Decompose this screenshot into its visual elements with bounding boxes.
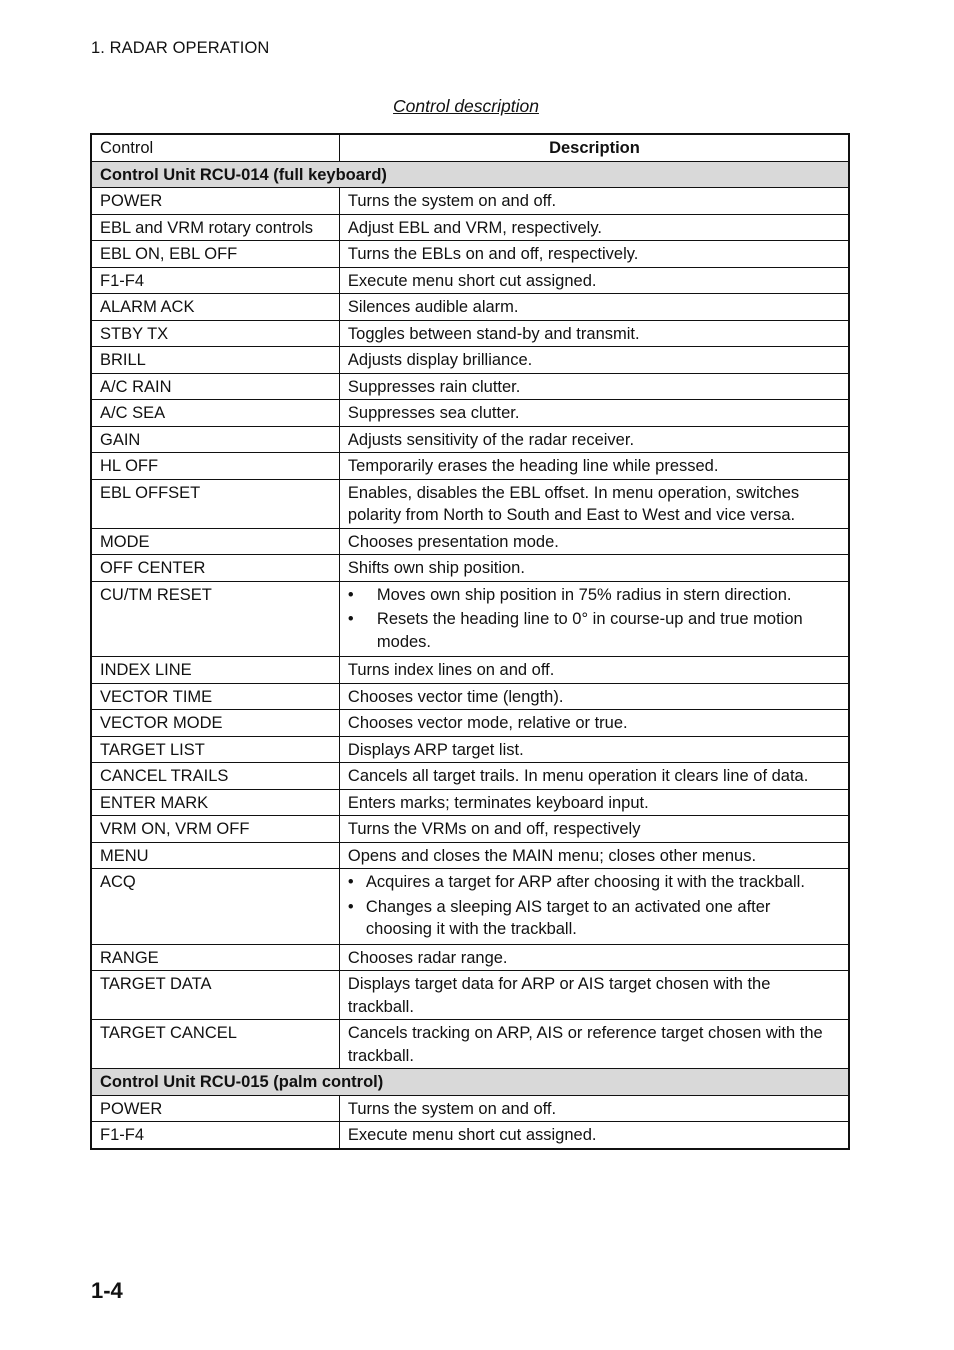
control-name-cell: A/C SEA [91,400,339,427]
description-cell: Opens and closes the MAIN menu; closes other menus. [339,842,849,869]
description-cell: Suppresses rain clutter. [339,373,849,400]
table-row [91,528,849,555]
description-cell: Displays ARP target list. [339,736,849,763]
description-cell: Cancels tracking on ARP, AIS or reference target chosen with the trackball. [339,1020,849,1069]
table-row [91,214,849,241]
table-row [91,426,849,453]
control-name-cell: TARGET DATA [91,971,339,1020]
table-row [91,267,849,294]
table-row [91,710,849,737]
control-name-cell: BRILL [91,347,339,374]
page-number: 1-4 [91,1278,123,1303]
bullet-item [348,584,841,607]
description-cell: Adjusts display brilliance. [339,347,849,374]
table-row [91,555,849,582]
table-row [91,581,849,657]
control-name-cell: A/C RAIN [91,373,339,400]
section-title: Control Unit RCU-015 (palm control) [91,1069,849,1096]
description-cell: Adjust EBL and VRM, respectively. [339,214,849,241]
section-header-row [91,161,849,188]
control-name-cell: POWER [91,188,339,215]
description-cell: Turns the system on and off. [339,188,849,215]
description-cell: Chooses vector time (length). [339,683,849,710]
description-cell: Enters marks; terminates keyboard input. [339,789,849,816]
bullet-item [348,896,841,941]
control-name-cell: F1-F4 [91,267,339,294]
control-name-cell: ENTER MARK [91,789,339,816]
control-description-table [90,133,850,1150]
control-name-cell: INDEX LINE [91,657,339,684]
description-cell: Displays target data for ARP or AIS target chosen with the trackball. [339,971,849,1020]
control-name-cell: OFF CENTER [91,555,339,582]
bullet-icon: • [347,585,354,604]
control-name-cell: EBL ON, EBL OFF [91,241,339,268]
control-name-cell: GAIN [91,426,339,453]
table-row [91,479,849,528]
table-row [91,188,849,215]
column-header-control: Control [91,134,339,161]
description-cell [339,581,849,657]
control-name-cell: F1-F4 [91,1122,339,1149]
description-cell: Execute menu short cut assigned. [339,1122,849,1149]
description-cell: Chooses radar range. [339,944,849,971]
control-name-cell: EBL OFFSET [91,479,339,528]
control-name-cell: POWER [91,1095,339,1122]
description-cell: Chooses presentation mode. [339,528,849,555]
bullet-text: Acquires a target for ARP after choosing it with the trackball. [365,873,805,891]
bullet-list [348,584,841,654]
section-title: Control Unit RCU-014 (full keyboard) [91,161,849,188]
table-row [91,869,849,945]
table-row [91,373,849,400]
control-name-cell: RANGE [91,944,339,971]
description-cell: Toggles between stand-by and transmit. [339,320,849,347]
control-name-cell: VRM ON, VRM OFF [91,816,339,843]
description-cell: Cancels all target trails. In menu operation it clears line of data. [339,763,849,790]
bullet-icon: • [347,873,354,891]
bullet-icon: • [347,897,354,916]
table-header-row [91,134,849,161]
column-header-description: Description [339,134,849,161]
bullet-item [348,871,841,894]
bullet-text: Resets the heading line to 0° in course-up and true motion modes. [376,610,803,651]
table-row [91,789,849,816]
control-name-cell: EBL and VRM rotary controls [91,214,339,241]
description-cell: Adjusts sensitivity of the radar receiver. [339,426,849,453]
description-cell: Turns the system on and off. [339,1095,849,1122]
description-cell: Execute menu short cut assigned. [339,267,849,294]
control-name-cell: CU/TM RESET [91,581,339,657]
table-row [91,971,849,1020]
description-cell: Turns the EBLs on and off, respectively. [339,241,849,268]
description-cell: Temporarily erases the heading line while pressed. [339,453,849,480]
control-name-cell: TARGET CANCEL [91,1020,339,1069]
description-cell: Shifts own ship position. [339,555,849,582]
table-row [91,347,849,374]
description-cell: Turns the VRMs on and off, respectively [339,816,849,843]
description-cell: Enables, disables the EBL offset. In menu operation, switches polarity from North to South and East to West and vice versa. [339,479,849,528]
table-row [91,241,849,268]
control-name-cell: CANCEL TRAILS [91,763,339,790]
bullet-icon: • [347,610,354,628]
control-name-cell: MENU [91,842,339,869]
table-row [91,320,849,347]
control-name-cell: ALARM ACK [91,294,339,321]
control-name-cell: TARGET LIST [91,736,339,763]
table-row [91,294,849,321]
bullet-item [348,608,841,653]
description-cell: Turns index lines on and off. [339,657,849,684]
table-row [91,683,849,710]
bullet-text: Changes a sleeping AIS target to an activated one after choosing it with the trackball. [365,897,771,938]
table-row [91,453,849,480]
bullet-list [348,871,841,941]
bullet-text: Moves own ship position in 75% radius in stern direction. [376,585,792,604]
description-cell: Chooses vector mode, relative or true. [339,710,849,737]
table-row [91,842,849,869]
control-name-cell: STBY TX [91,320,339,347]
section-header-row [91,1069,849,1096]
control-name-cell: ACQ [91,869,339,945]
table-row [91,400,849,427]
description-cell: Suppresses sea clutter. [339,400,849,427]
table-row [91,1095,849,1122]
table-row [91,1020,849,1069]
control-name-cell: VECTOR TIME [91,683,339,710]
table-row [91,944,849,971]
table-row [91,816,849,843]
table-body [91,161,849,1149]
running-head: 1. RADAR OPERATION [91,39,270,57]
control-name-cell: MODE [91,528,339,555]
description-cell: Silences audible alarm. [339,294,849,321]
table-row [91,657,849,684]
control-name-cell: VECTOR MODE [91,710,339,737]
control-name-cell: HL OFF [91,453,339,480]
table-caption: Control description [393,96,539,116]
table-row [91,763,849,790]
description-cell [339,869,849,945]
table-row [91,736,849,763]
table-row [91,1122,849,1149]
